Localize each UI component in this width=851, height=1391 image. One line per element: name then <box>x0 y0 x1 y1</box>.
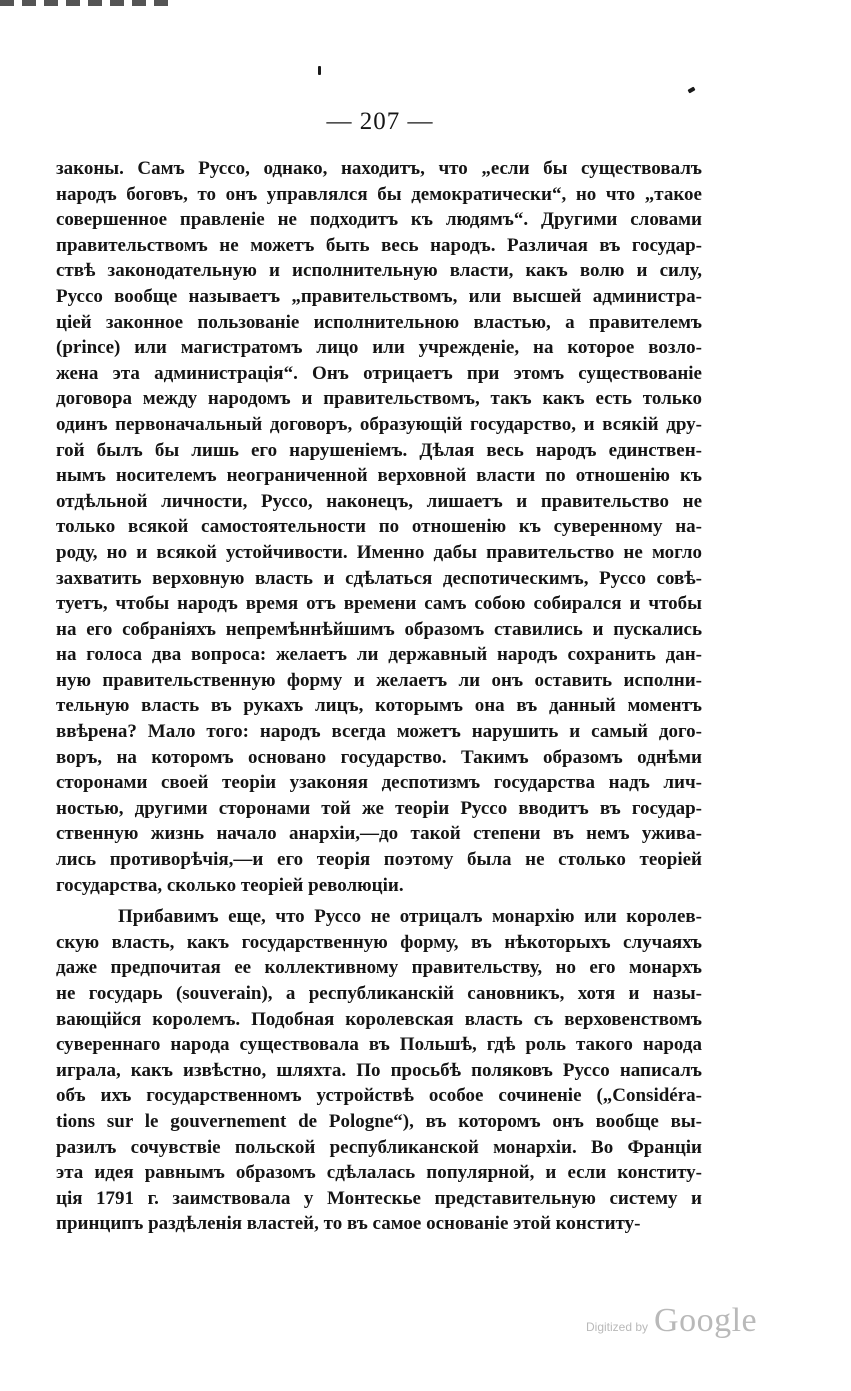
text-line: туетъ, чтобы народъ время отъ времени самъ собою собирался и чтобы <box>56 593 702 615</box>
text-line: одинъ первоначальный договоръ, образующій государство, и всякій дру- <box>56 413 702 435</box>
text-line: нымъ носителемъ неограниченной верховной власти по отношенію къ <box>56 465 702 487</box>
text-line: на его собраніяхъ непремѣннѣйшимъ образомъ ставились и пускались <box>56 618 702 640</box>
text-line: ціей законное пользованіе исполнительною властью, а правителемъ <box>56 311 702 333</box>
text-line: захватить верховную власть и сдѣлаться деспотическимъ, Руссо совѣ- <box>56 567 702 589</box>
text-line: тельную власть въ рукахъ лицъ, которымъ она въ данный моментъ <box>56 695 702 717</box>
text-line: правительствомъ не можетъ быть весь народъ. Различая въ государ- <box>56 234 702 256</box>
text-line: роду, но и всякой устойчивости. Именно дабы правительство не могло <box>56 541 702 563</box>
text-line: объ ихъ государственномъ устройствѣ особое сочиненіе („Considéra- <box>56 1085 702 1107</box>
text-line: не государь (souverain), а республиканскій сановникъ, хотя и назы- <box>56 983 702 1004</box>
watermark-prefix: Digitized by <box>586 1320 649 1334</box>
text-line: ную правительственную форму и желаетъ ли онъ оставить исполни- <box>56 669 702 691</box>
text-line: государства, сколько теоріей революціи. <box>56 874 404 896</box>
text-line: разилъ сочувствіе польской республиканской монархіи. Во Франціи <box>56 1136 702 1158</box>
text-line: воръ, на которомъ основано государство. Такимъ образомъ однѣми <box>56 746 702 768</box>
ink-speck <box>318 66 321 75</box>
text-line: законы. Самъ Руссо, однако, находитъ, что „если бы существовалъ <box>56 158 702 179</box>
text-line: принципъ раздѣленія властей, то въ самое основаніе этой конститу- <box>56 1213 641 1235</box>
text-line: лись противорѣчія,—и его теорія поэтому была не столько теоріей <box>56 849 702 871</box>
text-line: сувереннаго народа существовала въ Польшѣ, гдѣ роль такого народа <box>56 1034 702 1056</box>
text-line: отдѣльной личности, Руссо, наконецъ, лишаетъ и правительство не <box>56 490 702 512</box>
text-line: совершенное правленіе не подходитъ къ людямъ“. Другими словами <box>56 209 702 231</box>
text-line: ствѣ законодательную и исполнительную власти, какъ волю и силу, <box>56 260 702 282</box>
text-line: вающійся королемъ. Подобная королевская власть съ верховенствомъ <box>56 1008 702 1030</box>
google-logo: Google <box>654 1302 758 1339</box>
text-line: на голоса два вопроса: желаетъ ли державный народъ сохранить дан- <box>56 644 702 666</box>
text-line: жена эта администрація“. Онъ отрицаетъ при этомъ существованіе <box>56 362 702 384</box>
body-text <box>56 156 702 1237</box>
text-line: скую власть, какъ государственную форму, въ нѣкоторыхъ случаяхъ <box>56 931 702 953</box>
text-line: играла, какъ извѣстно, шляхта. По просьбѣ поляковъ Руссо написалъ <box>56 1059 702 1081</box>
ink-speck <box>687 87 695 94</box>
text-line: Прибавимъ еще, что Руссо не отрицалъ монархію или королев- <box>118 906 702 928</box>
text-line: (prince) или магистратомъ лицо или учрежденіе, на которое возло- <box>56 337 702 359</box>
page-number: — 207 — <box>326 108 434 135</box>
paragraph <box>56 156 702 898</box>
text-line: ввѣрена? Мало того: народъ всегда можетъ нарушить и самый дого- <box>56 721 702 743</box>
text-line: гой былъ бы лишь его нарушеніемъ. Дѣлая весь народъ единствен- <box>56 439 702 461</box>
text-line: сторонами своей теоріи узаконяя деспотизмъ государства надъ лич- <box>56 772 702 794</box>
text-line: ностью, другими сторонами той же теоріи Руссо вводитъ въ государ- <box>56 797 702 819</box>
text-line: договора между народомъ и правительствомъ, такъ какъ есть только <box>56 388 702 410</box>
text-line: эта идея равнымъ образомъ сдѣлалась популярной, и если конститу- <box>56 1162 702 1184</box>
text-line: ція 1791 г. заимствовала у Монтескье представительную систему и <box>56 1187 702 1209</box>
paragraph <box>56 904 702 1237</box>
text-line: даже предпочитая ее коллективному правительству, но его монархъ <box>56 957 702 979</box>
text-line: Руссо вообще называетъ „правительствомъ, или высшей администра- <box>56 285 702 307</box>
text-line: только всякой самостоятельности по отношенію къ суверенному на- <box>56 516 702 538</box>
text-line: ственную жизнь начало анархіи,—до такой степени въ немъ уживa- <box>56 823 702 845</box>
digitized-by-google-watermark <box>586 1302 757 1340</box>
text-line: tions sur le gouvernement de Pologne“), въ которомъ онъ вообще вы- <box>56 1110 702 1132</box>
text-line: народъ боговъ, то онъ управлялся бы демократически“, но что „такое <box>56 183 702 205</box>
scan-edge-marks <box>0 0 170 6</box>
